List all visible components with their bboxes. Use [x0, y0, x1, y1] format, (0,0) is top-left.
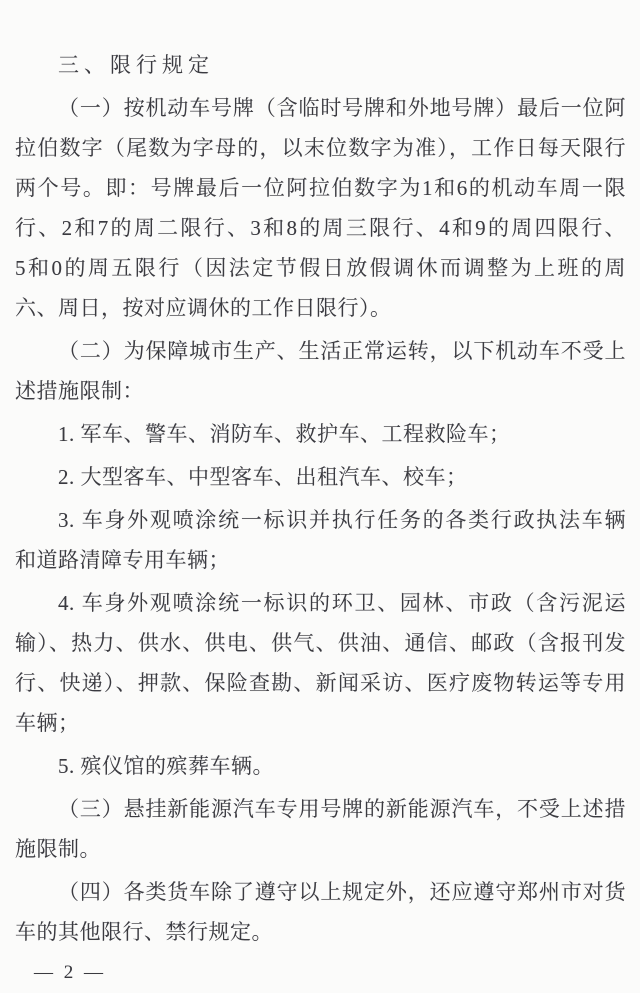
list-item-1 — [15, 414, 626, 454]
text-line: 2. 大型客车、中型客车、出租汽车、校车； — [58, 465, 468, 489]
para-1 — [15, 88, 626, 328]
text-line: 拉伯数字（尾数为字母的，以末位数字为准），工作日每天限行 — [15, 136, 626, 160]
text-line: 和道路清障专用车辆； — [15, 548, 230, 572]
text-line: （一）按机动车号牌（含临时号牌和外地号牌）最后一位阿 — [58, 96, 626, 120]
text-line: 行、2和7的周二限行、3和8的周三限行、4和9的周四限行、 — [15, 216, 626, 240]
text-line: 5. 殡仪馆的殡葬车辆。 — [58, 754, 274, 778]
document-body — [15, 45, 626, 952]
text-line: 行、快递）、押款、保险查勘、新闻采访、医疗废物转运等专用 — [15, 671, 626, 695]
text-line: 施限制。 — [15, 837, 101, 861]
list-item-5 — [15, 746, 626, 786]
section-heading — [15, 45, 626, 85]
text-line: （三）悬挂新能源汽车专用号牌的新能源汽车，不受上述措 — [58, 797, 626, 821]
text-line: （二）为保障城市生产、生活正常运转，以下机动车不受上 — [58, 339, 626, 363]
text-line: 3. 车身外观喷涂统一标识并执行任务的各类行政执法车辆 — [58, 508, 626, 532]
page-number: — 2 — — [34, 962, 106, 983]
text-line: 车的其他限行、禁行规定。 — [15, 920, 273, 944]
text-line: 5和0的周五限行（因法定节假日放假调休而调整为上班的周 — [15, 256, 626, 280]
text-line: 三、限行规定 — [58, 53, 214, 77]
text-line: 输）、热力、供水、供电、供气、供油、通信、邮政（含报刊发 — [15, 631, 626, 655]
list-item-3 — [15, 500, 626, 580]
para-2 — [15, 331, 626, 411]
text-line: 述措施限制： — [15, 379, 144, 403]
para-4 — [15, 872, 626, 952]
text-line: 1. 军车、警车、消防车、救护车、工程救险车； — [58, 422, 511, 446]
text-line: 两个号。即：号牌最后一位阿拉伯数字为1和6的机动车周一限 — [15, 176, 626, 200]
text-line: 车辆； — [15, 711, 80, 735]
text-line: （四）各类货车除了遵守以上规定外，还应遵守郑州市对货 — [58, 880, 626, 904]
list-item-2 — [15, 457, 626, 497]
para-3 — [15, 789, 626, 869]
list-item-4 — [15, 583, 626, 743]
text-line: 4. 车身外观喷涂统一标识的环卫、园林、市政（含污泥运 — [58, 591, 626, 615]
text-line: 六、周日，按对应调休的工作日限行）。 — [15, 296, 392, 320]
